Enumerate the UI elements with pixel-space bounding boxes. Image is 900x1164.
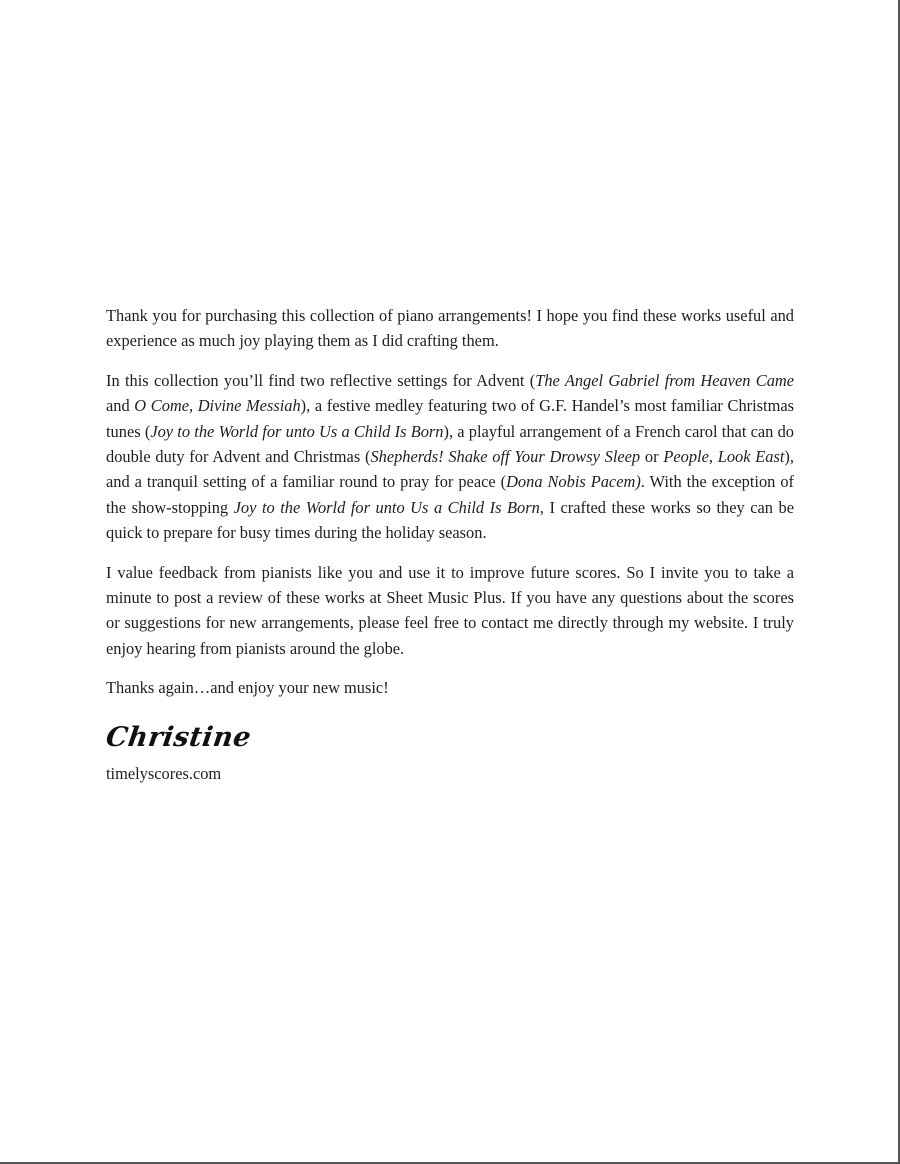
paragraph-closing: Thanks again…and enjoy your new music! [106,678,389,698]
title-joy-to-the-world-2: Joy to the World for unto Us a Child Is Born [233,497,540,517]
collection-text-8: , I crafted these works so they can be quick to prepare for busy times during the holiday season. [106,497,794,542]
letter-body [106,303,794,801]
paragraph-collection [106,368,794,545]
collection-text-5: or [640,446,664,466]
title-joy-to-the-world: Joy to the World for unto Us a Child Is Born [150,421,444,441]
signature: Christine [104,722,254,754]
title-o-come-divine-messiah: O Come, Divine Messiah [134,396,301,416]
title-shepherds: Shepherds! Shake off Your Drowsy Sleep [370,446,641,466]
website: timelyscores.com [106,764,222,784]
collection-text-6: ), and a tranquil setting of a familiar round to pray for peace ( [106,446,794,492]
title-dona-nobis-pacem: Dona Nobis Pacem) [506,472,641,492]
collection-text-7: . With the exception of the show-stopping [106,472,794,517]
collection-text-3: ), a festive medley featuring two of G.F. Handel’s most familiar Christmas tunes ( [106,396,794,441]
collection-text-1: In this collection you’ll find two reflective settings for Advent ( [106,371,536,391]
paragraph-thanks: Thank you for purchasing this collection of piano arrangements! I hope you find these works useful and experience as much joy playing them as I did crafting them. [106,306,794,351]
collection-text-4: ), a playful arrangement of a French carol that can do double duty for Advent and Christmas ( [106,421,795,466]
paragraph-feedback: I value feedback from pianists like you and use it to improve future scores. So I invite you to take a minute to post a review of these works at Sheet Music Plus. If you have any questions about the scores or suggestions for new arrangements, please feel free to contact me directly through my website. I truly enjoy hearing from pianists around the globe. [106,562,794,658]
title-angel-gabriel: The Angel Gabriel from Heaven Came [535,371,794,391]
title-people-look-east: People, Look East [663,446,785,466]
collection-text-2: and [106,396,135,416]
